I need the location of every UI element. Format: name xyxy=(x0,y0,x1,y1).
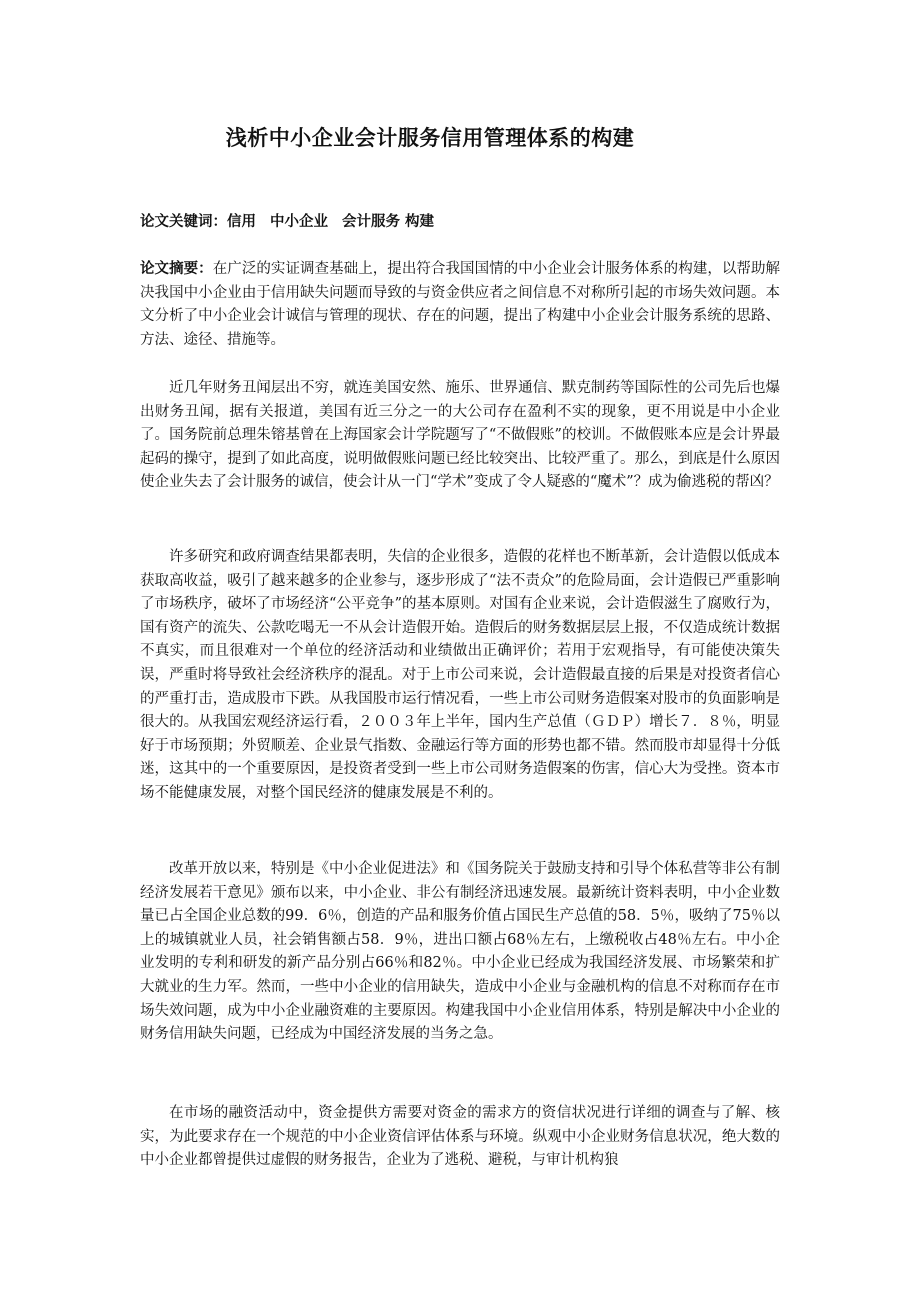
body-paragraph-4: 在市场的融资活动中，资金提供方需要对资金的需求方的资信状况进行详细的调查与了解、核实，为此要求存在一个规范的中小企业资信评估体系与环境。纵观中小企业财务信息状况，绝大数的中小企业都曾提供过虚假的财务报告，企业为了逃税、避税，与审计机构狼 xyxy=(140,1105,780,1169)
body-paragraph-3: 改革开放以来，特别是《中小企业促进法》和《国务院关于鼓励支持和引导个体私营等非公有制经济发展若干意见》颁布以来，中小企业、非公有制经济迅速发展。最新统计资料表明，中小企业数量已占全国企业总数的99．6％，创造的产品和服务价值占国民生产总值的58．5％，吸纳了75％以上的城镇就业人员，社会销售额占58．9％，进出口额占68％左右，上缴税收占48％左右。中小企业发明的专利和研发的新产品分别占66％和82％。中小企业已经成为我国经济发展、市场繁荣和扩大就业的生力军。然而，一些中小企业的信用缺失，造成中小企业与金融机构的信息不对称而存在市场失效问题，成为中小企业融资难的主要原因。构建我国中小企业信用体系，特别是解决中小企业的财务信用缺失问题，已经成为中国经济发展的当务之急。 xyxy=(140,861,780,1043)
keyword-item: 中小企业 xyxy=(270,214,328,230)
abstract-text: 在广泛的实证调查基础上，提出符合我国国情的中小企业会计服务体系的构建，以帮助解决我国中小企业由于信用缺失问题而导致的与资金供应者之间信息不对称所引起的市场失效问题。本文分析了中小企业会计诚信与管理的现状、存在的问题，提出了构建中小企业会计服务系统的思路、方法、途径、措施等。 xyxy=(140,261,780,348)
abstract-paragraph xyxy=(140,258,780,352)
keyword-item: 信用 xyxy=(227,214,256,230)
body-paragraph-2: 许多研究和政府调查结果都表明，失信的企业很多，造假的花样也不断革新，会计造假以低成本获取高收益，吸引了越来越多的企业参与，逐步形成了“法不责众”的危险局面，会计造假已严重影响了市场秩序，破坏了市场经济“公平竞争”的基本原则。对国有企业来说，会计造假滋生了腐败行为，国有资产的流失、公款吃喝无一不从会计造假开始。造假后的财务数据层层上报，不仅造成统计数据不真实，而且很难对一个单位的经济活动和业绩做出正确评价；若用于宏观指导，有可能使决策失误，严重时将导致社会经济秩序的混乱。对于上市公司来说，会计造假最直接的后果是对投资者信心的严重打击，造成股市下跌。从我国股市运行情况看，一些上市公司财务造假案对股市的负面影响是很大的。从我国宏观经济运行看，２００３年上半年，国内生产总值（ＧＤＰ）增长７．８％，明显好于市场预期；外贸顺差、企业景气指数、金融运行等方面的形势也都不错。然而股市却显得十分低迷，这其中的一个重要原因，是投资者受到一些上市公司财务造假案的伤害，信心大为受挫。资本市场不能健康发展，对整个国民经济的健康发展是不利的。 xyxy=(140,549,780,801)
keywords-line xyxy=(140,210,780,231)
keywords-label: 论文关键词： xyxy=(140,214,227,230)
document-title: 浅析中小企业会计服务信用管理体系的构建 xyxy=(225,126,635,150)
keyword-item: 会计服务 构建 xyxy=(342,214,435,230)
abstract-label: 论文摘要： xyxy=(140,261,213,277)
body-paragraph-1: 近几年财务丑闻层出不穷，就连美国安然、施乐、世界通信、默克制药等国际性的公司先后也爆出财务丑闻，据有关报道，美国有近三分之一的大公司存在盈利不实的现象，更不用说是中小企业了。国务院前总理朱镕基曾在上海国家会计学院题写了“不做假账”的校训。不做假账本应是会计界最起码的操守，提到了如此高度，说明做假账问题已经比较突出、比较严重了。那么，到底是什么原因使企业失去了会计服务的诚信，使会计从一门“学术”变成了令人疑惑的“魔术”？成为偷逃税的帮凶？ xyxy=(140,380,780,491)
